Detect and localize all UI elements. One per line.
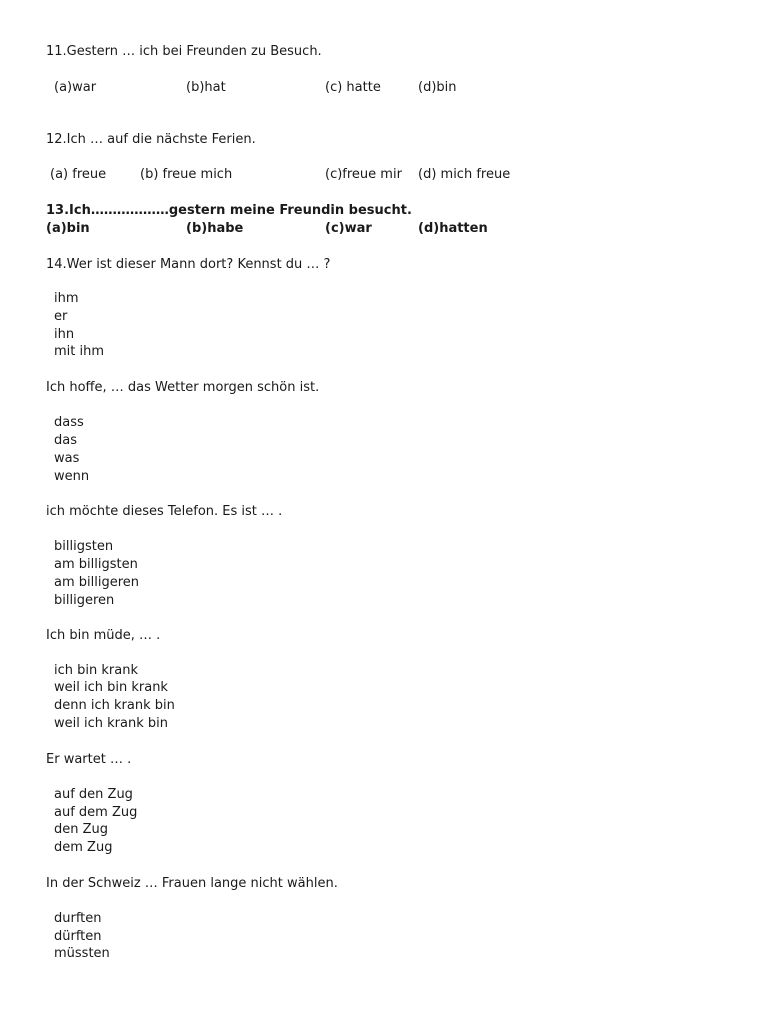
question-19: In der Schweiz … Frauen lange nicht wählen. — [46, 876, 338, 891]
question-13: 13.Ich………………gestern meine Freundin besucht. — [46, 203, 412, 218]
q14-option-3: ihn — [54, 327, 75, 342]
question-16: ich möchte dieses Telefon. Es ist … . — [46, 504, 283, 519]
q15-option-3: was — [54, 451, 80, 466]
q14-option-2: er — [54, 309, 68, 324]
q11-option-a: (a)war — [54, 80, 97, 95]
question-17: Ich bin müde, … . — [46, 628, 161, 643]
q17-option-2: weil ich bin krank — [54, 680, 168, 695]
q14-option-4: mit ihm — [54, 344, 105, 359]
q16-option-2: am billigsten — [54, 557, 138, 572]
q17-option-1: ich bin krank — [54, 663, 138, 678]
question-14: 14.Wer ist dieser Mann dort? Kennst du … ? — [46, 257, 331, 272]
q17-option-3: denn ich krank bin — [54, 698, 175, 713]
q13-option-b: (b)habe — [186, 221, 244, 236]
q13-option-c: (c)war — [325, 221, 372, 236]
q19-option-1: durften — [54, 911, 102, 926]
q12-option-d: (d) mich freue — [418, 167, 511, 182]
q19-option-3: müssten — [54, 946, 110, 961]
q18-option-1: auf den Zug — [54, 787, 133, 802]
q17-option-4: weil ich krank bin — [54, 716, 168, 731]
q14-option-1: ihm — [54, 291, 79, 306]
question-18: Er wartet … . — [46, 752, 132, 767]
q15-option-2: das — [54, 433, 77, 448]
q12-option-c: (c)freue mir — [325, 167, 402, 182]
q16-option-1: billigsten — [54, 539, 114, 554]
q18-option-3: den Zug — [54, 822, 109, 837]
q19-option-2: dürften — [54, 929, 102, 944]
question-11: 11.Gestern … ich bei Freunden zu Besuch. — [46, 44, 322, 59]
q12-option-b: (b) freue mich — [140, 167, 233, 182]
q16-option-4: billigeren — [54, 593, 115, 608]
question-12: 12.Ich … auf die nächste Ferien. — [46, 132, 256, 147]
q15-option-1: dass — [54, 415, 84, 430]
q16-option-3: am billigeren — [54, 575, 140, 590]
q11-option-b: (b)hat — [186, 80, 226, 95]
question-15: Ich hoffe, … das Wetter morgen schön ist. — [46, 380, 320, 395]
q18-option-2: auf dem Zug — [54, 805, 138, 820]
q12-option-a: (a) freue — [50, 167, 107, 182]
q13-option-a: (a)bin — [46, 221, 90, 236]
q11-option-d: (d)bin — [418, 80, 457, 95]
q18-option-4: dem Zug — [54, 840, 113, 855]
q13-option-d: (d)hatten — [418, 221, 488, 236]
q15-option-4: wenn — [54, 469, 90, 484]
q11-option-c: (c) hatte — [325, 80, 381, 95]
